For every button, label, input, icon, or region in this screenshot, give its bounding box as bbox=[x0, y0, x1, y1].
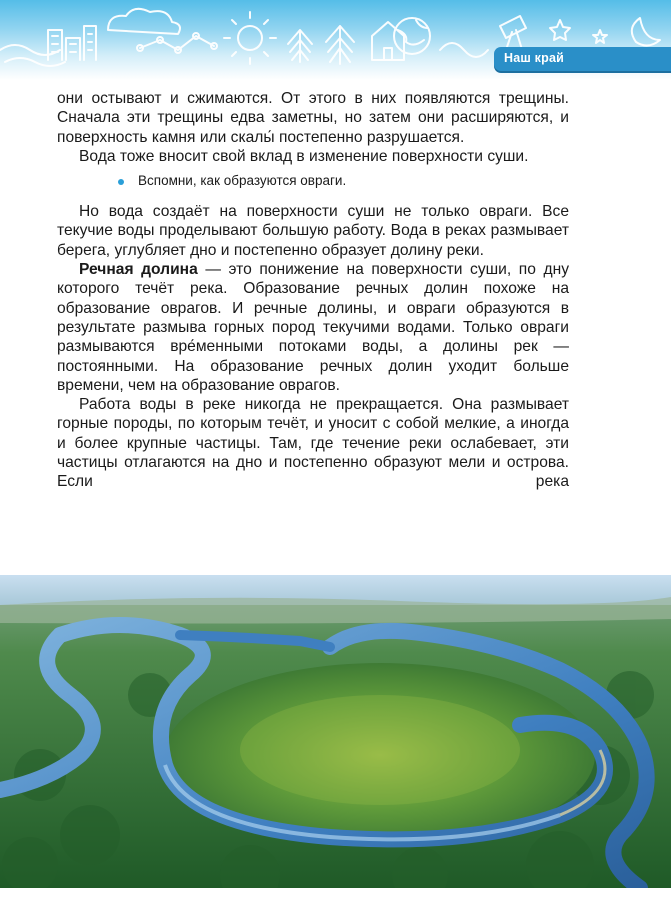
globe-doodle bbox=[394, 18, 430, 54]
paragraph-1: они остывают и сжимаются. От этого в них появляются трещины. Сначала эти трещины едва заметны, но затем они расширяются, и поверхность камня или скалы́ постепенно разрушается. bbox=[57, 90, 569, 146]
moon-doodle bbox=[632, 18, 660, 46]
river-meander-image bbox=[0, 575, 671, 888]
tree-doodle bbox=[288, 30, 312, 62]
river-valley-photo bbox=[0, 575, 671, 888]
cloud-doodle bbox=[108, 9, 180, 34]
paragraph-2: Вода тоже вносит свой вклад в изменение поверхности суши. bbox=[79, 147, 529, 165]
section-label: Наш край bbox=[504, 51, 564, 65]
definition-paragraph bbox=[57, 260, 569, 395]
definition-text: — это понижение на поверхности суши, по дну которого течёт река. Образование речных долин похоже на образование оврагов. И речные долины, и овраги образуются в результате размыва горных пород текучими водами. Только овраги размываются вре́менными потоками воды, а долины рек — постоянными. На образование речных долин уходит больше времени, чем на образование оврагов. bbox=[57, 261, 569, 394]
bullet-note-text: Вспомни, как образуются овраги. bbox=[138, 173, 347, 189]
bullet-note bbox=[57, 172, 569, 190]
wave-doodle bbox=[0, 45, 60, 55]
section-label-tab bbox=[494, 47, 671, 71]
sun-doodle bbox=[238, 26, 262, 50]
star-doodle bbox=[550, 20, 570, 40]
definition-term: Речная долина bbox=[79, 261, 198, 279]
main-text bbox=[57, 89, 569, 492]
paragraph-5: Работа воды в реке никогда не прекращается. Она размывает горные породы, по которым течёт, и уносит с собой мелкие, а иногда и более крупные частицы. Там, где течение реки ослабевает, эти частицы отлагаются на дно и постепенно образуют мели и острова. Если река bbox=[57, 396, 569, 491]
paragraph-3: Но вода создаёт на поверхности суши не только овраги. Все текучие воды проделывают большую работу. Вода в реках размывает берега, углубляет дно и постепенно образует долину реки. bbox=[57, 203, 569, 259]
bullet-dot-icon bbox=[118, 179, 124, 185]
